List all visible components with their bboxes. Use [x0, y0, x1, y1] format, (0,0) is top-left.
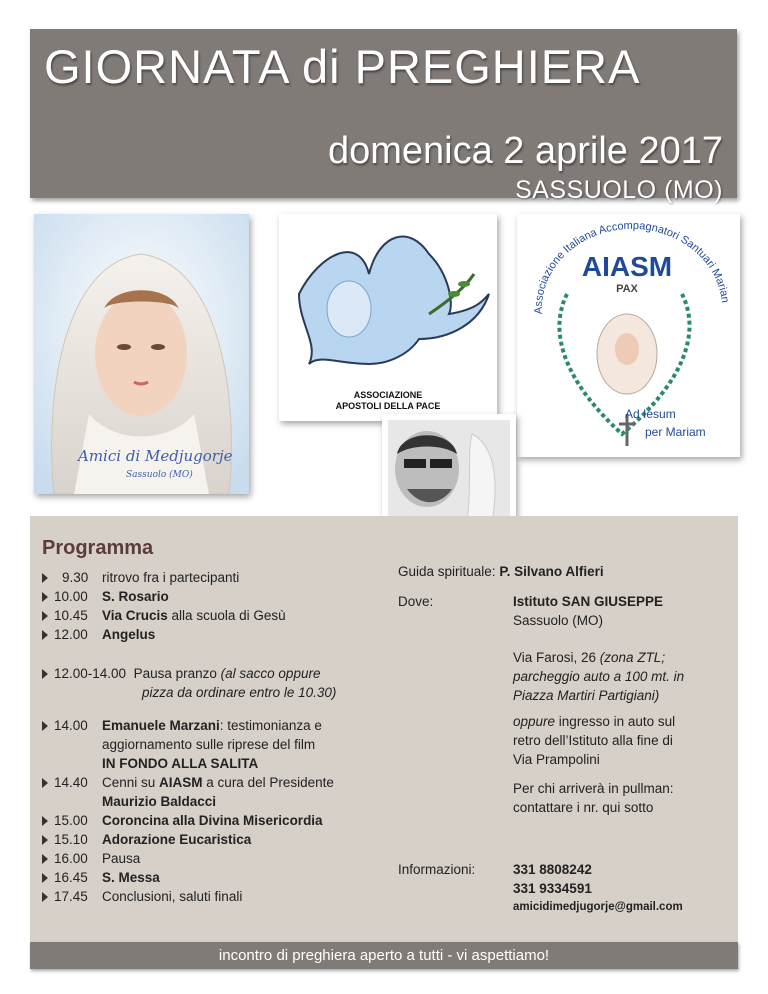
morning-schedule: [42, 568, 382, 644]
madonna-caption: Amici di Medjugorje: [78, 447, 233, 465]
schedule-item: 10.00 S. Rosario: [42, 587, 382, 606]
footer-banner: incontro di preghiera aperto a tutti - vi aspettiamo!: [30, 942, 738, 969]
afternoon-schedule: 14.00 Emanuele Marzani: testimonianza e aggiornamento sulle riprese del film IN FONDO ALLA SALITA 14.40 Cenni su AIASM a cura del Presidente Maurizio Baldacci 15.00 Coroncina alla Divina Misericordia 15.10 Adorazione Eucaristica 16.00 Pausa 16.45 S. Messa 17.45 Conclusioni, saluti finali: [42, 716, 392, 906]
aiasm-arc-text: Associazione Italiana Accompagnatori Santuari Marian: [532, 219, 731, 315]
guida-row: Guida spirituale: P. Silvano Alfieri: [398, 564, 604, 579]
speaker-photo: [382, 414, 516, 528]
aiasm-logo: [517, 214, 740, 457]
pullman-block: Per chi arriverà in pullman: contattare i nr. qui sotto: [513, 781, 674, 815]
schedule-item: 9.30 ritrovo fra i partecipanti: [42, 568, 382, 587]
address-block: Via Farosi, 26 (zona ZTL; parcheggio auto a 100 mt. in Piazza Martiri Partigiani): [513, 650, 685, 703]
aiasm-motto1: Ad Iesum: [625, 407, 676, 421]
header-banner: [30, 29, 737, 204]
entrance-block: oppure ingresso in auto sul retro dell’Istituto alla fine di Via Prampolini: [513, 714, 676, 767]
madonna-image: [34, 214, 249, 494]
schedule-item: 14.40 Cenni su AIASM a cura del Presidente: [42, 773, 392, 792]
program-panel: [30, 516, 738, 942]
dove-value: Istituto SAN GIUSEPPE Sassuolo (MO): [513, 594, 664, 628]
dove-label: Dove:: [398, 594, 434, 609]
email-link[interactable]: amicidimedjugorje@gmail.com: [513, 901, 683, 913]
lunch-schedule: 12.00-14.00 Pausa pranzo (al sacco oppure pizza da ordinare entro le 10.30): [42, 664, 402, 702]
apostoli-logo: [279, 214, 497, 421]
contacts: [513, 860, 728, 898]
event-place: SASSUOLO (MO): [515, 176, 723, 204]
schedule-item: 17.45 Conclusioni, saluti finali: [42, 887, 392, 906]
aiasm-motto2: per Mariam: [645, 425, 706, 439]
schedule-item: 12.00 Angelus: [42, 625, 382, 644]
event-title: GIORNATA di PREGHIERA: [44, 40, 641, 93]
aiasm-pax: PAX: [616, 283, 638, 295]
schedule-item: 15.00 Coroncina alla Divina Misericordia: [42, 811, 392, 830]
schedule-item: 12.00-14.00 Pausa pranzo (al sacco oppure: [42, 664, 402, 683]
schedule-item: 14.00 Emanuele Marzani: testimonianza e: [42, 716, 392, 735]
schedule-item: 10.45 Via Crucis alla scuola di Gesù: [42, 606, 382, 625]
schedule-item: 16.45 S. Messa: [42, 868, 392, 887]
madonna-subcaption: Sassuolo (MO): [126, 470, 193, 480]
schedule-item: 15.10 Adorazione Eucaristica: [42, 830, 392, 849]
info-label: Informazioni:: [398, 862, 476, 877]
event-date: domenica 2 aprile 2017: [327, 130, 723, 172]
apostoli-line1: ASSOCIAZIONE: [353, 390, 423, 400]
apostoli-line2: APOSTOLI DELLA PACE: [335, 401, 441, 411]
program-heading: Programma: [42, 537, 154, 559]
phone-1[interactable]: 331 8808242: [513, 862, 592, 877]
phone-2[interactable]: 331 9334591: [513, 881, 592, 896]
aiasm-logo-text: AIASM: [581, 251, 673, 282]
schedule-item: 16.00 Pausa: [42, 849, 392, 868]
